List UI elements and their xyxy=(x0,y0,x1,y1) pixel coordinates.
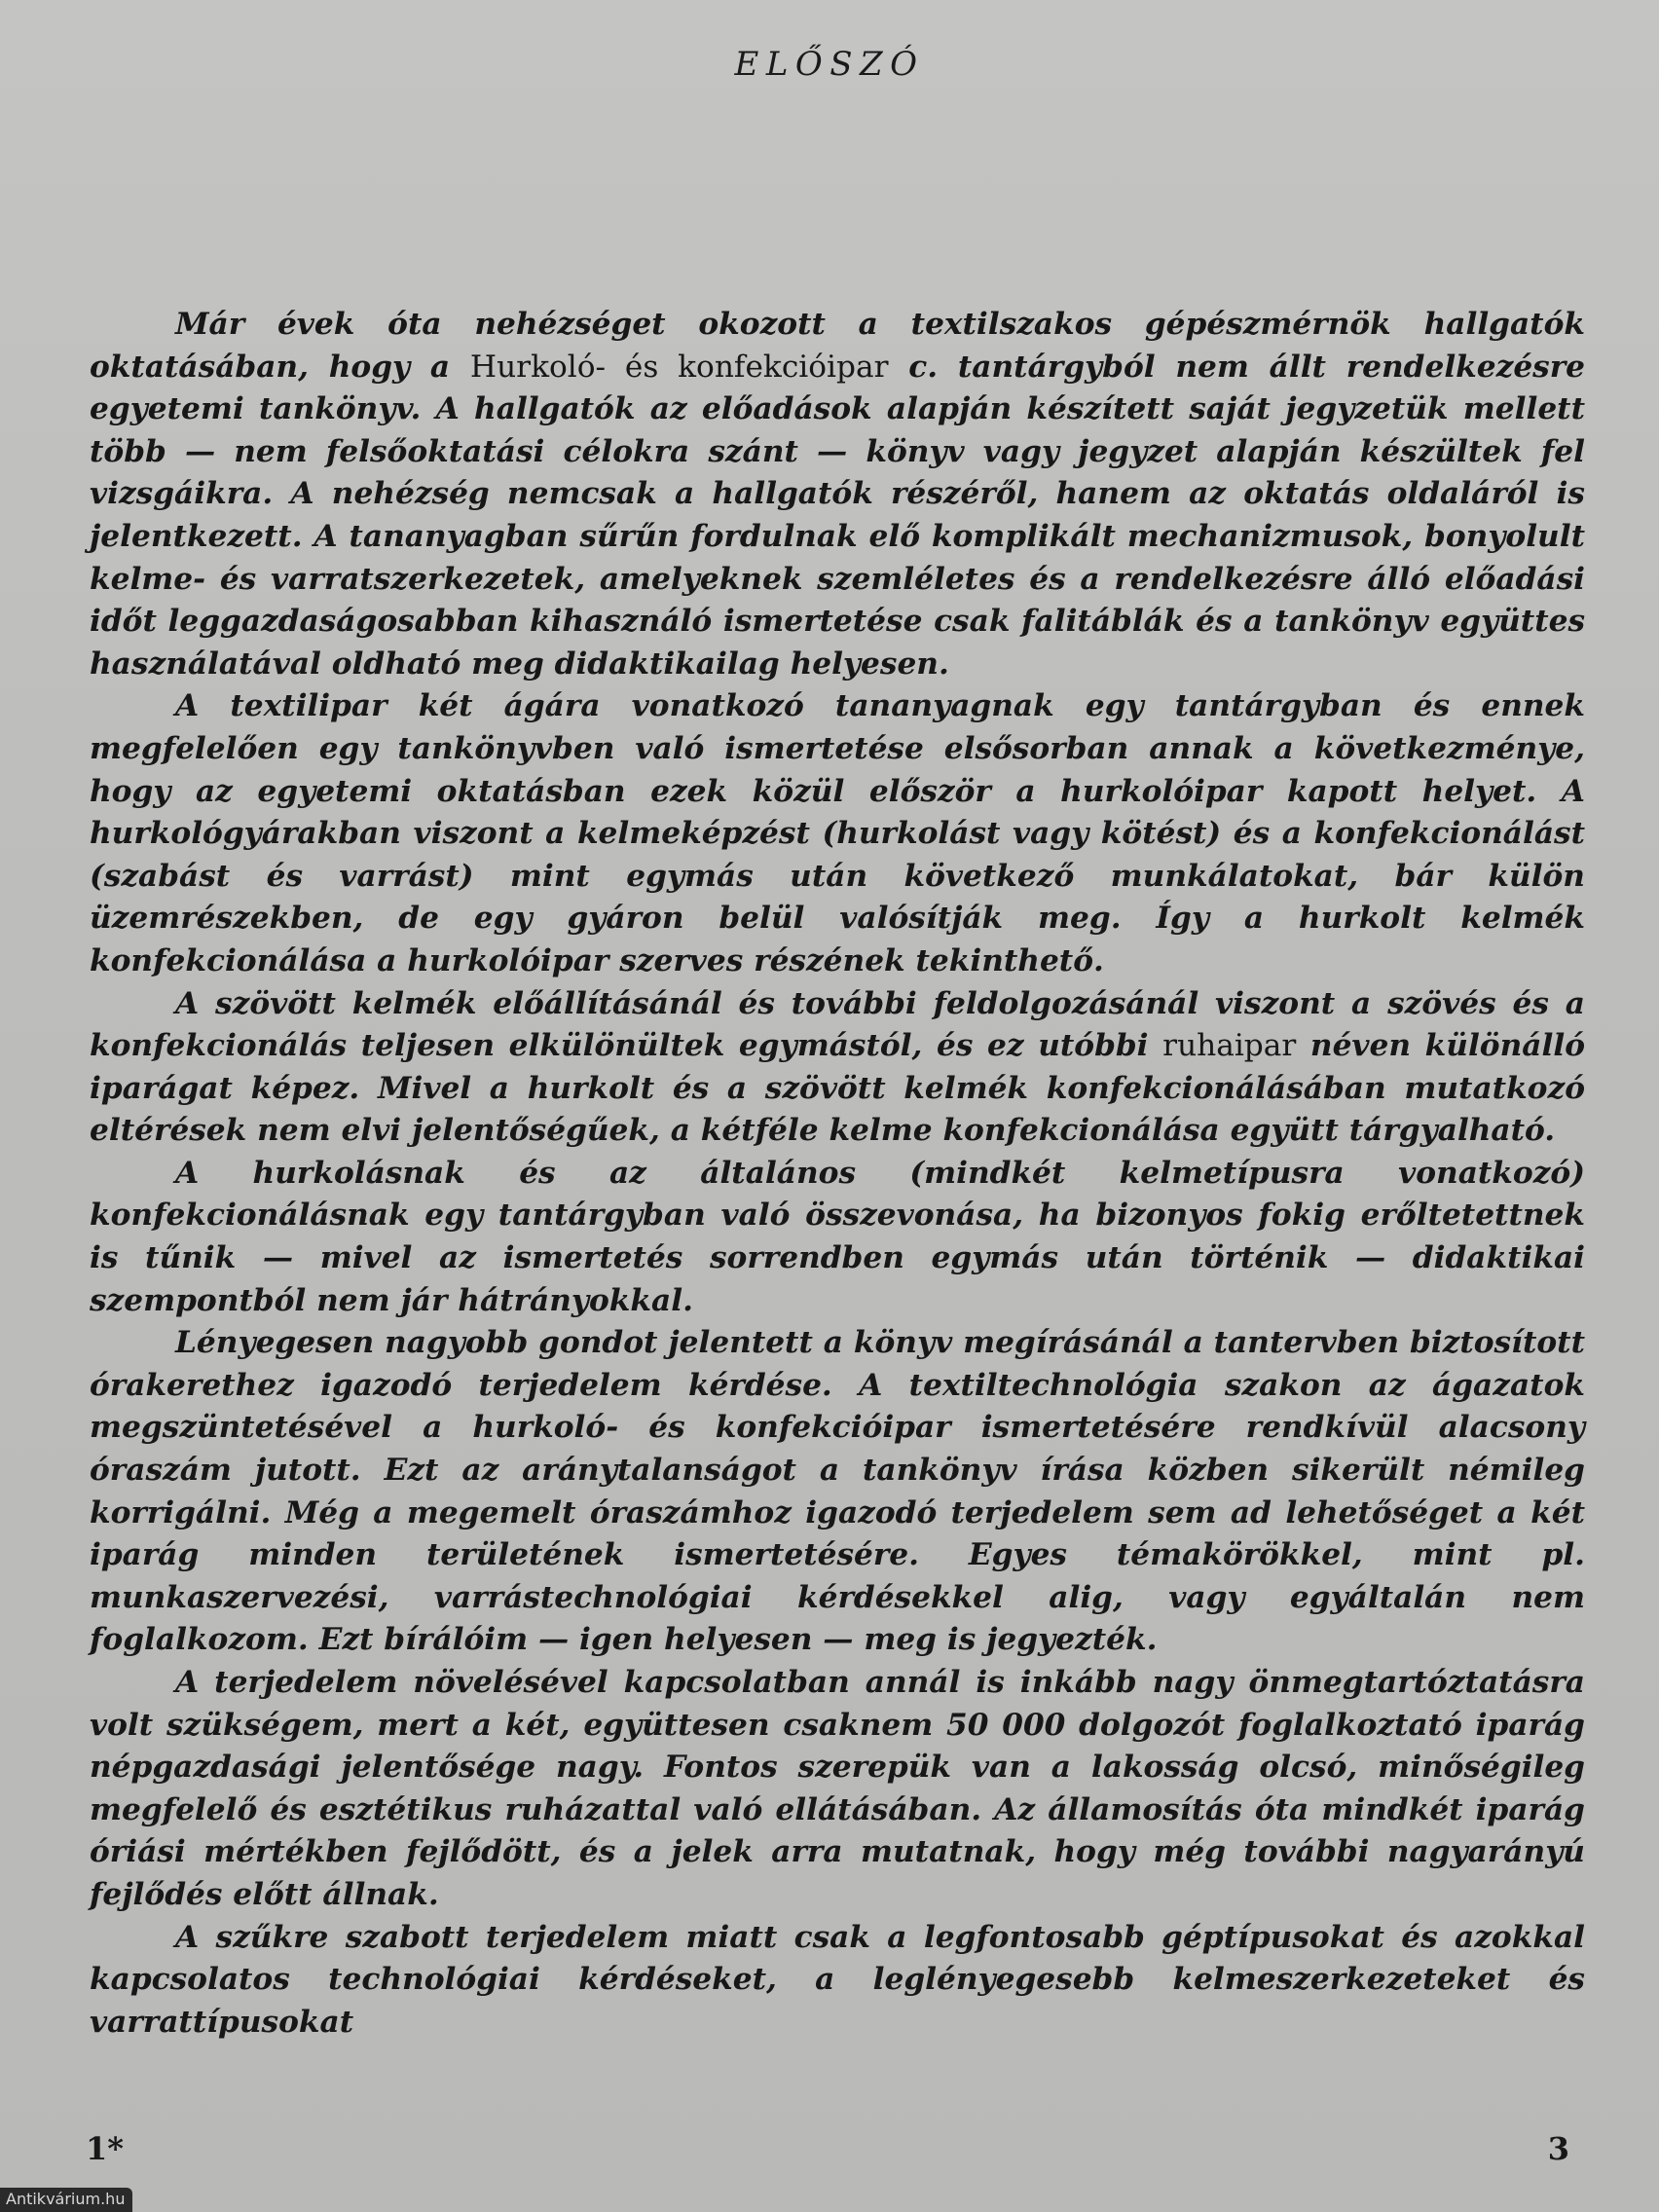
paragraph xyxy=(90,983,1585,1153)
page-number: 3 xyxy=(1547,2130,1569,2167)
preface-body xyxy=(90,304,1585,2044)
signature-mark: 1* xyxy=(86,2130,124,2167)
paragraph-text: A textilipar két ágára vonatkozó tananyagnak egy tantárgyban és ennek megfelelően egy tankönyvben való ismertetése elsősorban annak a következménye, hogy az egyetemi oktatásban ezek közül először a hurkolóipar kapott helyet. A hurkológyárakban viszont a kelmeképzést (hurkolást vagy kötést) és a konfekcionálást (szabást és varrást) mint egymás után következő munkálatokat, bár külön üzemrészekben, de egy gyáron belül valósítják meg. Így a hurkolt kelmék konfekcionálása a hurkolóipar szerves részének tekinthető. xyxy=(90,688,1585,978)
paragraph-text: c. tantárgyból nem állt rendelkezésre egyetemi tankönyv. A hallgatók az előadások alapján készített saját jegyzetük mellett több — nem felsőoktatási célokra szánt — könyv vagy jegyzet alapján készültek fel vizsgáikra. A nehézség nemcsak a hallgatók részéről, hanem az oktatás oldaláról is jelentkezett. A tananyagban sűrűn fordulnak elő komplikált mechanizmusok, bonyolult kelme- és varratszerkezetek, amelyeknek szemléletes és a rendelkezésre álló előadási időt leggazdaságosabban kihasználó ismertetése csak falitáblák és a tankönyv együttes használatával oldható meg didaktikailag helyesen. xyxy=(90,349,1586,682)
industry-term-text: ruhaipar xyxy=(1162,1028,1297,1064)
paragraph-text: Lényegesen nagyobb gondot jelentett a könyv megírásánál a tantervben biztosított órakerethez igazodó terjedelem kérdése. A textiltechnológia szakon az ágazatok megszüntetésével a hurkoló- és konfekcióipar ismertetésére rendkívül alacsony óraszám jutott. Ezt az aránytalanságot a tankönyv írása közben sikerült némileg korrigálni. Még a megemelt óraszámhoz igazodó terjedelem sem ad lehetőséget a két iparág minden területének ismertetésére. Egyes témakörökkel, mint pl. munkaszervezési, varrástechnológiai kérdésekkel alig, vagy egyáltalán nem foglalkozom. Ezt bírálóim — igen helyesen — meg is jegyezték. xyxy=(90,1325,1585,1658)
paragraph-text: A hurkolásnak és az általános (mindkét kelmetípusra vonatkozó) konfekcionálásnak egy tantárgyban való összevonása, ha bizonyos fokig erőltetettnek is tűnik — mivel az ismertetés sorrendben egymás után történik — didaktikai szempontból nem jár hátrányokkal. xyxy=(90,1155,1585,1318)
watermark: Antikvárium.hu xyxy=(0,2188,132,2212)
page-title: ELŐSZÓ xyxy=(734,45,925,84)
paragraph xyxy=(90,1153,1585,1322)
paragraph xyxy=(90,685,1585,982)
paragraph xyxy=(90,1322,1585,1662)
paragraph-text: néven különálló iparágat képez. Mivel a hurkolt és a szövött kelmék konfekcionálásában mutatkozó eltérések nem elvi jelentőségűek, a kétféle kelme konfekcionálása együtt tárgyalható. xyxy=(90,1028,1585,1149)
paragraph-text: A terjedelem növelésével kapcsolatban annál is inkább nagy önmegtartóztatásra volt szükségem, mert a két, együttesen csaknem 50 000 dolgozót foglalkoztató iparág népgazdasági jelentősége nagy. Fontos szerepük van a lakosság olcsó, minőségileg megfelelő és esztétikus ruházattal való ellátásában. Az államosítás óta mindkét iparág óriási mértékben fejlődött, és a jelek arra mutatnak, hogy még további nagyarányú fejlődés előtt állnak. xyxy=(90,1665,1585,1912)
course-title-text: Hurkoló- és konfekcióipar xyxy=(469,349,889,385)
paragraph-text: A szűkre szabott terjedelem miatt csak a legfontosabb géptípusokat és azokkal kapcsolatos technológiai kérdéseket, a leglényegesebb kelmeszerkezeteket és varrattípusokat xyxy=(90,1919,1585,2040)
paragraph-text: A szövött kelmék előállításánál és további feldolgozásánál viszont a szövés és a konfekcionálás teljesen elkülönültek egymástól, és ez utóbbi xyxy=(90,985,1585,1064)
paragraph xyxy=(90,304,1585,685)
paragraph xyxy=(90,1917,1585,2045)
paragraph-text: Már évek óta nehézséget okozott a textilszakos gépészmérnök hallgatók oktatásában, hogy a xyxy=(90,307,1585,385)
paragraph xyxy=(90,1662,1585,1917)
